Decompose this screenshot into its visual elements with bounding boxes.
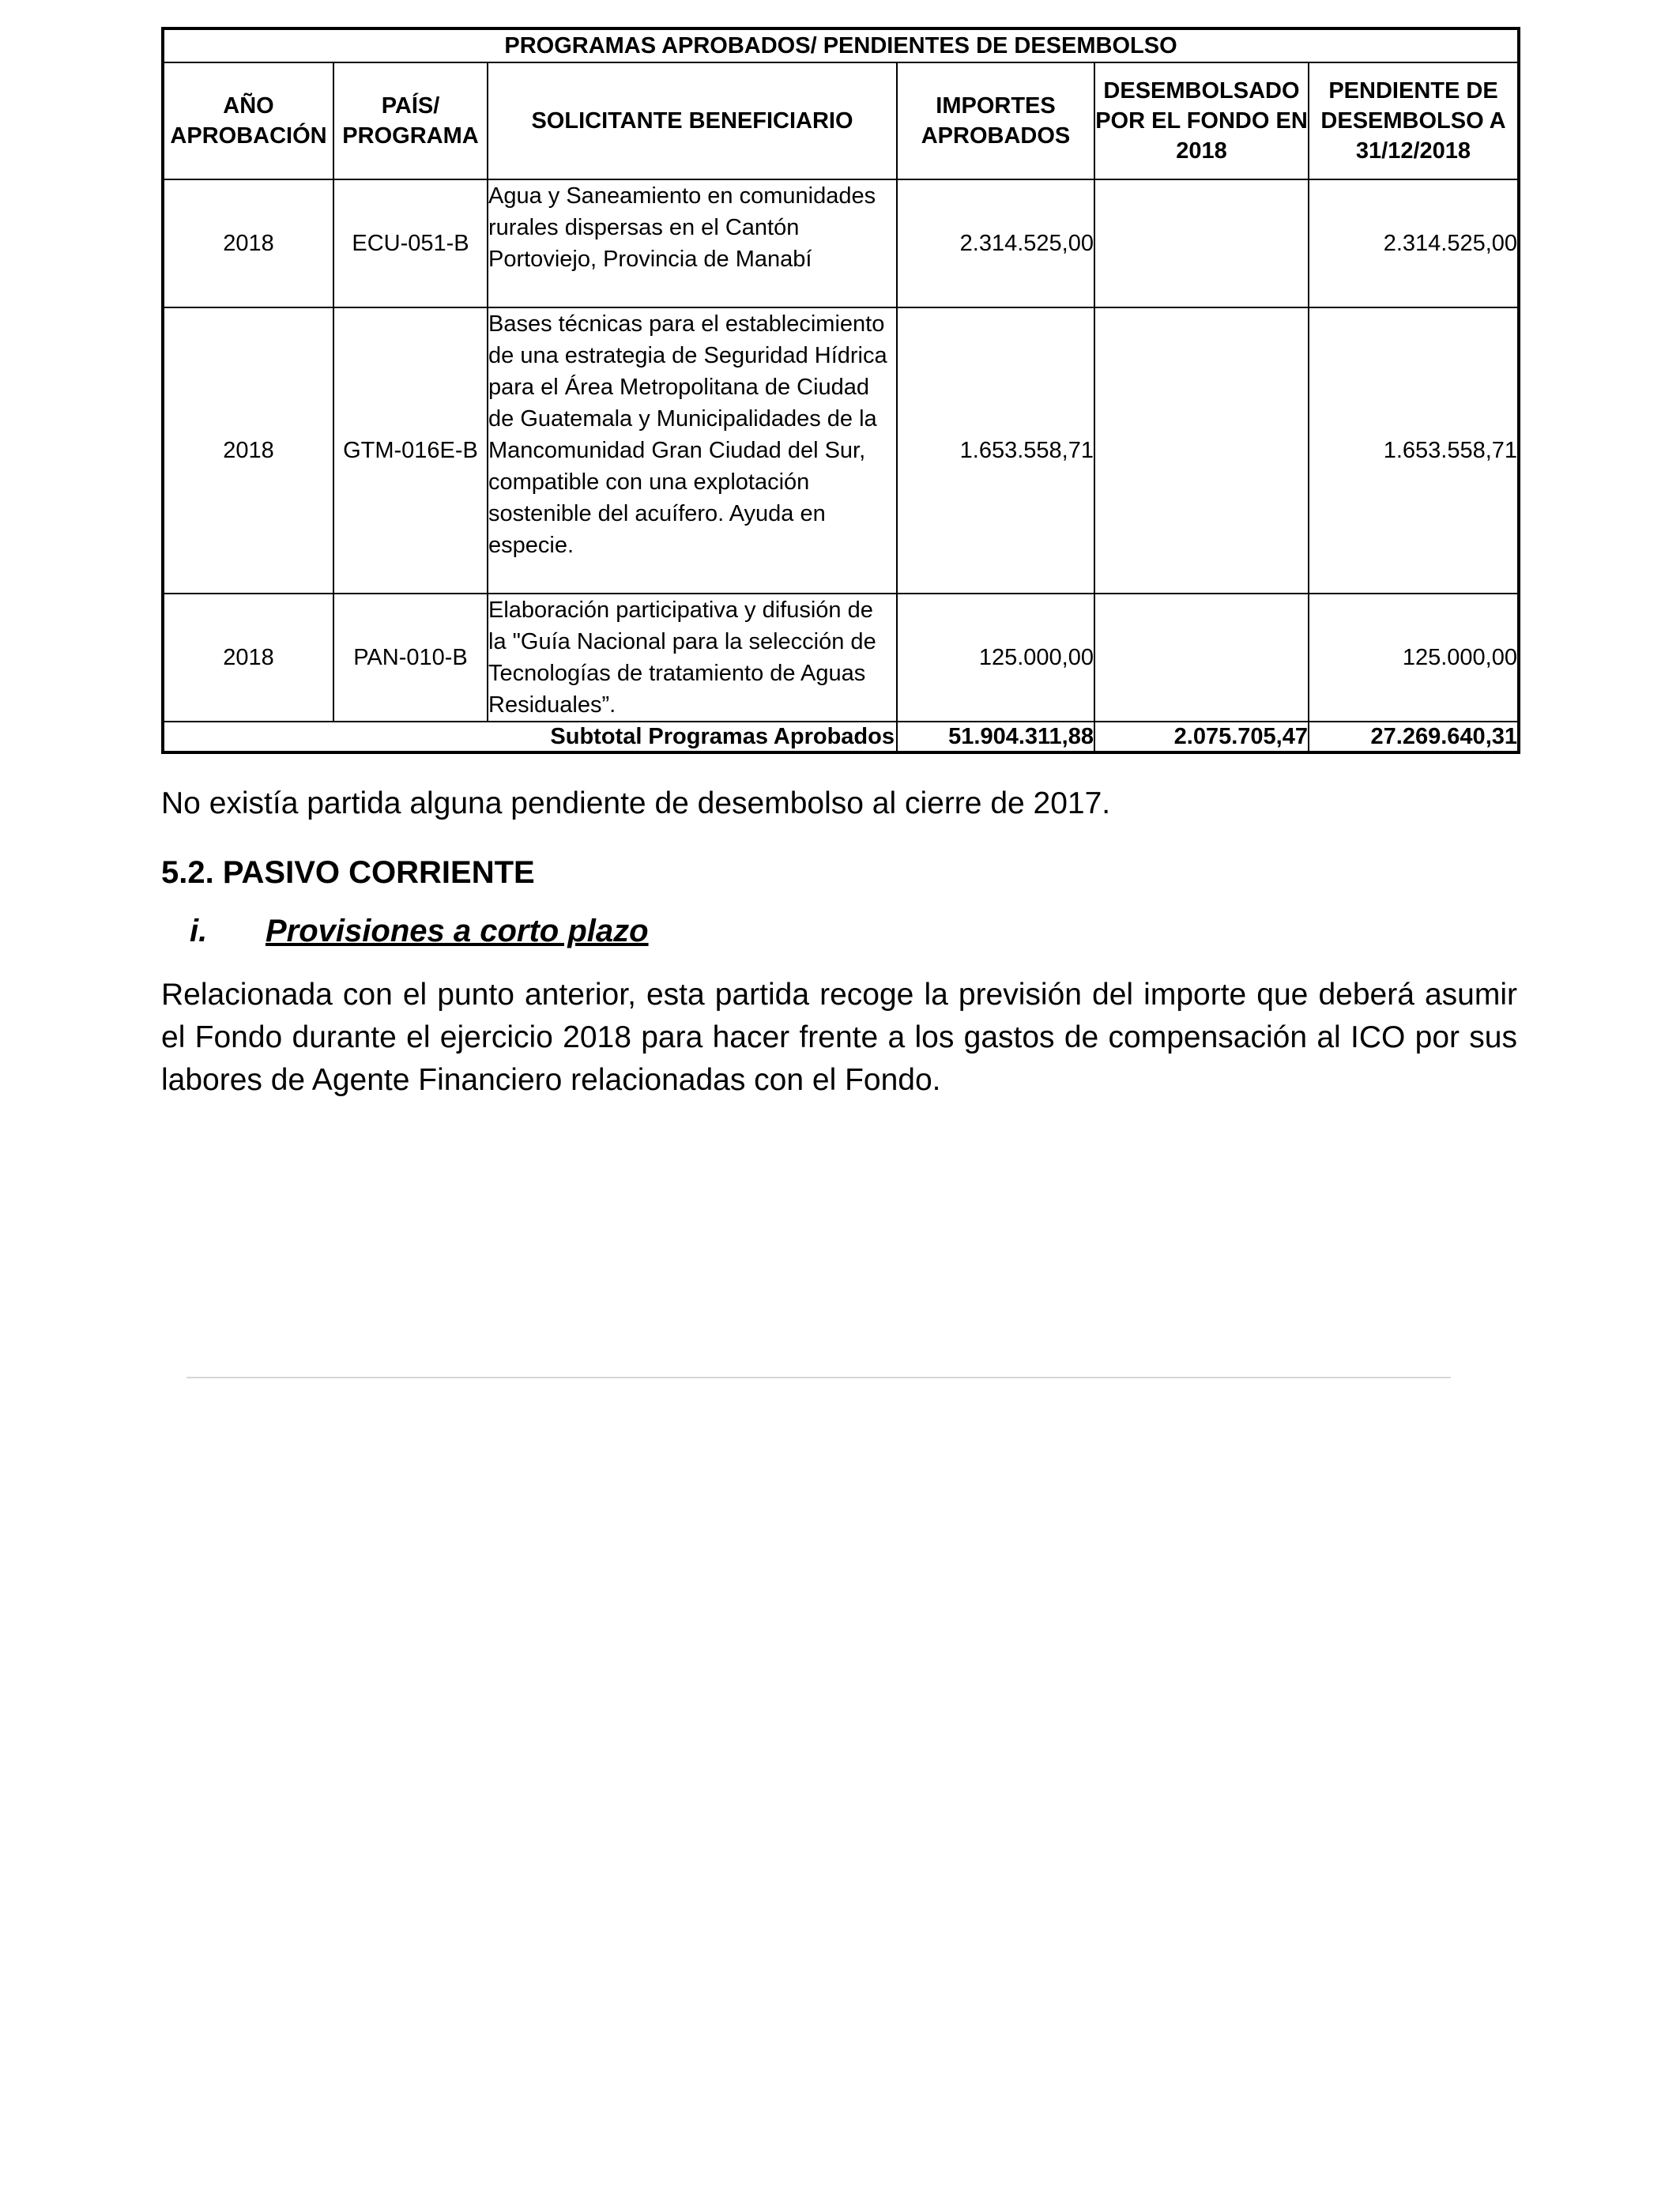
subtotal-row [163,722,1519,752]
note-paragraph: No existía partida alguna pendiente de desembolso al cierre de 2017. [161,786,1111,820]
table-row [163,179,1519,307]
subtotal-approved: 51.904.311,88 [897,722,1094,752]
header-year: AÑO APROBACIÓN [163,62,333,179]
header-approved: IMPORTES APROBADOS [897,62,1094,179]
table-title: PROGRAMAS APROBADOS/ PENDIENTES DE DESEMBOLSO [163,28,1519,62]
cell-approved: 2.314.525,00 [897,179,1094,307]
header-disbursed: DESEMBOLSADO POR EL FONDO EN 2018 [1094,62,1309,179]
cell-beneficiary: Bases técnicas para el establecimiento de una estrategia de Seguridad Hídrica para el Área Metropolitana de Ciudad de Guatemala y Municipalidades de la Mancomunidad Gran Ciudad del Sur, compatible con una explotación sostenible del acuífero. Ayuda en especie. [488,307,897,594]
cell-approved: 1.653.558,71 [897,307,1094,594]
subsection-number: i. [190,914,208,948]
cell-year: 2018 [163,307,333,594]
cell-pending: 1.653.558,71 [1309,307,1519,594]
cell-disbursed [1094,307,1309,594]
table-header-row [163,62,1519,179]
approved-programs-table [161,27,1520,754]
subtotal-disbursed: 2.075.705,47 [1094,722,1309,752]
body-paragraph: Relacionada con el punto anterior, esta partida recoge la previsión del importe que deberá asumir el Fondo durante el ejercicio 2018 para hacer frente a los gastos de compensación al ICO por sus labores de Agente Financiero relacionadas con el Fondo. [161,978,1517,1097]
cell-approved: 125.000,00 [897,594,1094,722]
header-beneficiary: SOLICITANTE BENEFICIARIO [488,62,897,179]
section-heading: 5.2. PASIVO CORRIENTE [161,855,535,890]
cell-program: PAN-010-B [333,594,488,722]
subtotal-label: Subtotal Programas Aprobados [163,722,897,752]
cell-pending: 125.000,00 [1309,594,1519,722]
cell-disbursed [1094,179,1309,307]
cell-program: ECU-051-B [333,179,488,307]
cell-program: GTM-016E-B [333,307,488,594]
cell-beneficiary: Elaboración participativa y difusión de la "Guía Nacional para la selección de Tecnologías de tratamiento de Aguas Residuales”. [488,594,897,722]
cell-year: 2018 [163,594,333,722]
subtotal-pending: 27.269.640,31 [1309,722,1519,752]
cell-pending: 2.314.525,00 [1309,179,1519,307]
cell-beneficiary: Agua y Saneamiento en comunidades rurales dispersas en el Cantón Portoviejo, Provincia de Manabí [488,179,897,307]
table-row [163,594,1519,722]
subsection-title: Provisiones a corto plazo [266,914,649,948]
cell-disbursed [1094,594,1309,722]
header-program: PAÍS/ PROGRAMA [333,62,488,179]
subsection-heading [190,914,649,949]
cell-year: 2018 [163,179,333,307]
header-pending: PENDIENTE DE DESEMBOLSO A 31/12/2018 [1309,62,1519,179]
table-row [163,307,1519,594]
page-divider [186,1377,1451,1378]
